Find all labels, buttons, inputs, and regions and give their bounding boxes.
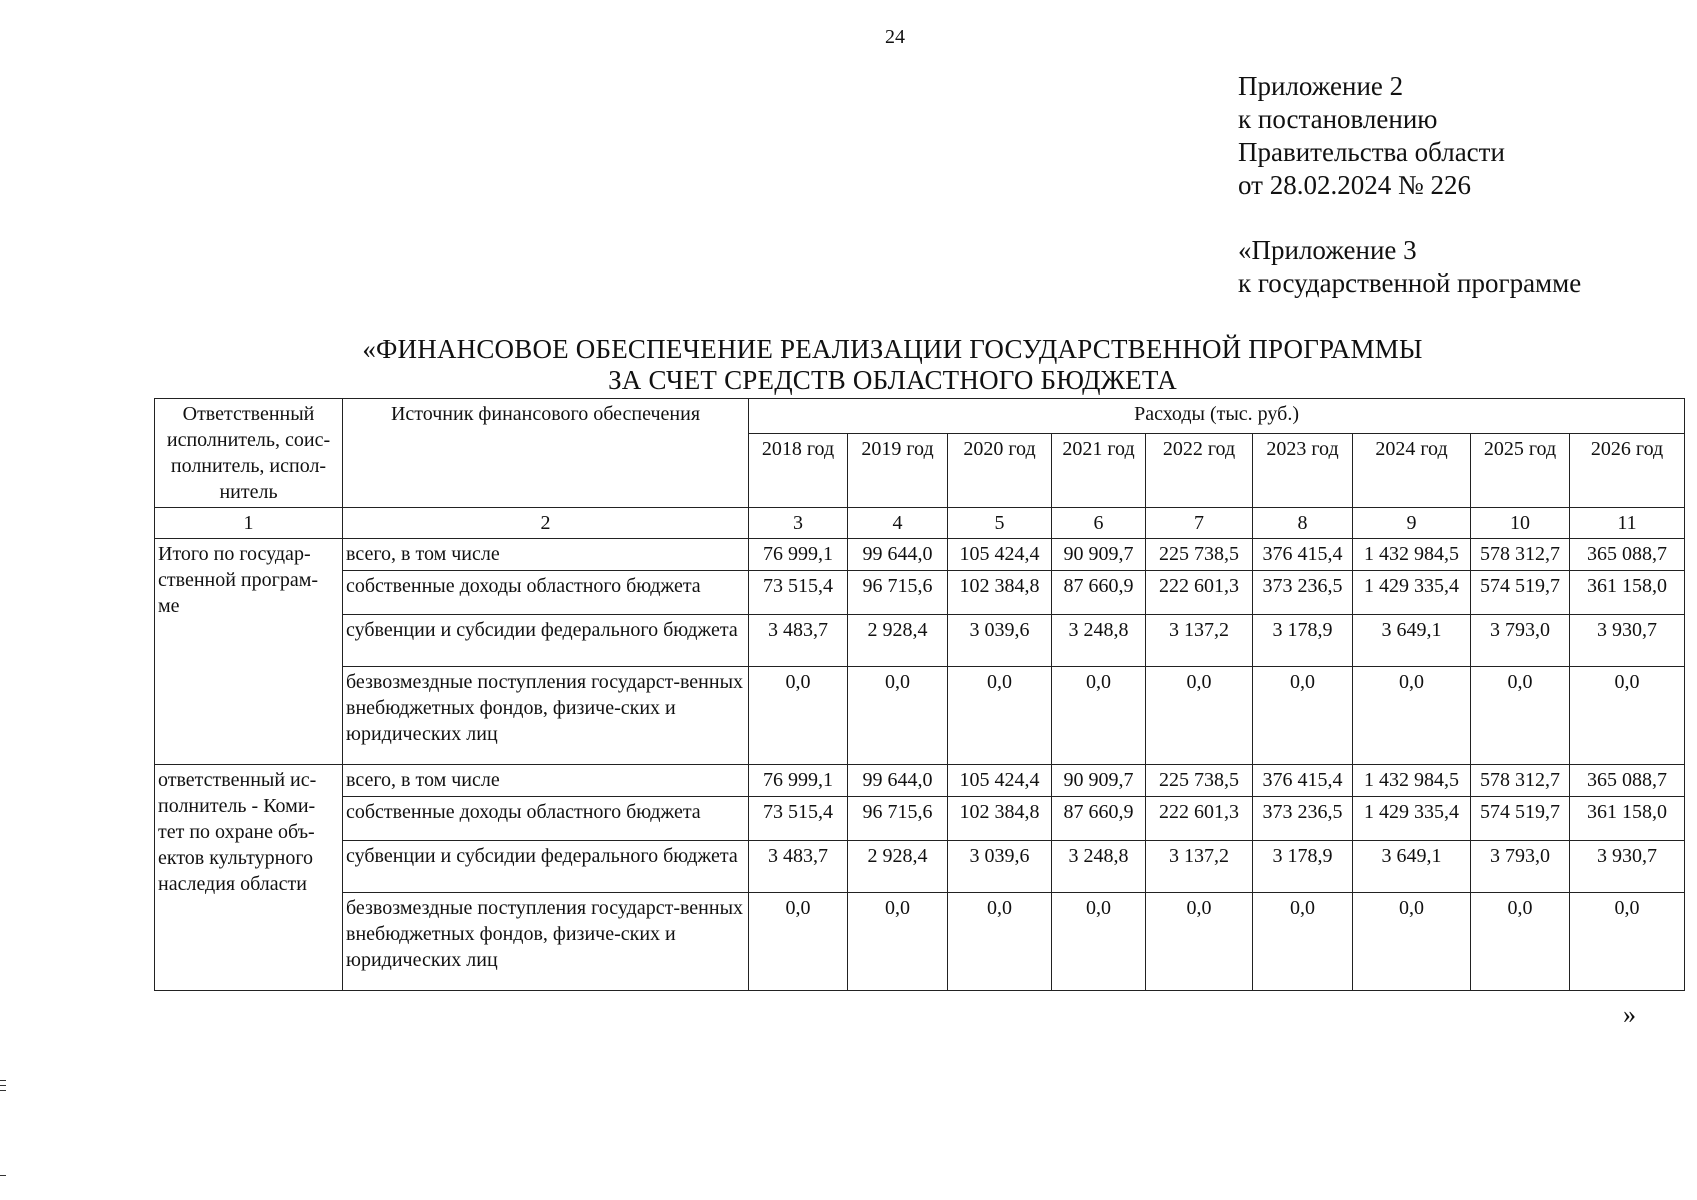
value-cell: 0,0 (1353, 893, 1471, 991)
attachment-line: Приложение 2 (1238, 71, 1404, 101)
value-cell: 3 793,0 (1471, 841, 1570, 893)
value-cell: 3 248,8 (1052, 841, 1146, 893)
value-cell: 3 483,7 (749, 841, 848, 893)
page-number: 24 (885, 26, 905, 48)
value-cell: 0,0 (1570, 893, 1685, 991)
header-expenses: Расходы (тыс. руб.) (749, 399, 1685, 434)
value-cell: 574 519,7 (1471, 571, 1570, 615)
value-cell: 1 429 335,4 (1353, 571, 1471, 615)
header-year: 2020 год (948, 433, 1052, 507)
value-cell: 0,0 (749, 667, 848, 765)
value-cell: 0,0 (1471, 667, 1570, 765)
value-cell: 3 649,1 (1353, 615, 1471, 667)
header-year: 2023 год (1253, 433, 1353, 507)
column-number: 1 (155, 508, 343, 539)
value-cell: 376 415,4 (1253, 539, 1353, 571)
table-row (155, 765, 1685, 797)
column-number: 9 (1353, 508, 1471, 539)
attachment-quote-line: к государственной программе (1238, 268, 1582, 298)
value-cell: 0,0 (948, 667, 1052, 765)
value-cell: 3 137,2 (1146, 841, 1253, 893)
value-cell: 3 039,6 (948, 841, 1052, 893)
value-cell: 1 429 335,4 (1353, 797, 1471, 841)
table-row (155, 667, 1685, 765)
table-row (155, 615, 1685, 667)
value-cell: 96 715,6 (848, 797, 948, 841)
value-cell: 3 178,9 (1253, 615, 1353, 667)
value-cell: 0,0 (948, 893, 1052, 991)
value-cell: 0,0 (1146, 667, 1253, 765)
value-cell: 2 928,4 (848, 615, 948, 667)
value-cell: 0,0 (749, 893, 848, 991)
value-cell: 365 088,7 (1570, 539, 1685, 571)
column-number: 11 (1570, 508, 1685, 539)
value-cell: 361 158,0 (1570, 571, 1685, 615)
value-cell: 73 515,4 (749, 571, 848, 615)
executor-cell: Итого по государ-ственной програм-ме (155, 539, 343, 765)
column-number: 8 (1253, 508, 1353, 539)
value-cell: 574 519,7 (1471, 797, 1570, 841)
header-source: Источник финансового обеспечения (343, 399, 749, 508)
header-year: 2026 год (1570, 433, 1685, 507)
title-line-2: ЗА СЧЕТ СРЕДСТВ ОБЛАСТНОГО БЮДЖЕТА (608, 365, 1177, 395)
attachment-block (1238, 70, 1505, 202)
executor-cell: ответственный ис-полнитель - Коми-тет по охране объ-ектов культурного наследия области (155, 765, 343, 991)
value-cell: 0,0 (1570, 667, 1685, 765)
header-year: 2025 год (1471, 433, 1570, 507)
source-cell: всего, в том числе (343, 765, 749, 797)
column-number: 7 (1146, 508, 1253, 539)
value-cell: 0,0 (848, 667, 948, 765)
header-year: 2018 год (749, 433, 848, 507)
header-year: 2019 год (848, 433, 948, 507)
column-number: 3 (749, 508, 848, 539)
table-row (155, 841, 1685, 893)
value-cell: 0,0 (1052, 667, 1146, 765)
attachment-line: к постановлению (1238, 104, 1438, 134)
value-cell: 76 999,1 (749, 765, 848, 797)
value-cell: 87 660,9 (1052, 797, 1146, 841)
header-executor: Ответственный исполнитель, соис-полнитель, испол-нитель (155, 399, 343, 508)
value-cell: 0,0 (848, 893, 948, 991)
margin-mark (0, 1080, 6, 1081)
value-cell: 3 137,2 (1146, 615, 1253, 667)
value-cell: 1 432 984,5 (1353, 539, 1471, 571)
value-cell: 225 738,5 (1146, 539, 1253, 571)
attachment-line: от 28.02.2024 № 226 (1238, 170, 1471, 200)
value-cell: 105 424,4 (948, 539, 1052, 571)
value-cell: 0,0 (1146, 893, 1253, 991)
value-cell: 0,0 (1052, 893, 1146, 991)
value-cell: 222 601,3 (1146, 797, 1253, 841)
margin-mark (0, 1085, 6, 1086)
value-cell: 361 158,0 (1570, 797, 1685, 841)
margin-mark (0, 1175, 6, 1176)
value-cell: 373 236,5 (1253, 797, 1353, 841)
column-number: 2 (343, 508, 749, 539)
value-cell: 3 483,7 (749, 615, 848, 667)
value-cell: 3 930,7 (1570, 841, 1685, 893)
column-number: 4 (848, 508, 948, 539)
source-cell: субвенции и субсидии федерального бюджета (343, 615, 749, 667)
value-cell: 73 515,4 (749, 797, 848, 841)
value-cell: 3 793,0 (1471, 615, 1570, 667)
value-cell: 90 909,7 (1052, 539, 1146, 571)
source-cell: собственные доходы областного бюджета (343, 571, 749, 615)
source-cell: субвенции и субсидии федерального бюджета (343, 841, 749, 893)
value-cell: 76 999,1 (749, 539, 848, 571)
value-cell: 578 312,7 (1471, 765, 1570, 797)
value-cell: 3 178,9 (1253, 841, 1353, 893)
value-cell: 222 601,3 (1146, 571, 1253, 615)
value-cell: 1 432 984,5 (1353, 765, 1471, 797)
value-cell: 102 384,8 (948, 571, 1052, 615)
value-cell: 3 248,8 (1052, 615, 1146, 667)
closing-quote-mark: » (1623, 1000, 1636, 1029)
source-cell: безвозмездные поступления государст-венных внебюджетных фондов, физиче-ских и юридических лиц (343, 893, 749, 991)
value-cell: 2 928,4 (848, 841, 948, 893)
column-number: 10 (1471, 508, 1570, 539)
title-line-1: «ФИНАНСОВОЕ ОБЕСПЕЧЕНИЕ РЕАЛИЗАЦИИ ГОСУДАРСТВЕННОЙ ПРОГРАММЫ (362, 334, 1423, 364)
value-cell: 96 715,6 (848, 571, 948, 615)
header-year: 2024 год (1353, 433, 1471, 507)
table-row (155, 893, 1685, 991)
value-cell: 99 644,0 (848, 765, 948, 797)
value-cell: 0,0 (1253, 667, 1353, 765)
value-cell: 90 909,7 (1052, 765, 1146, 797)
table-row (155, 571, 1685, 615)
column-number: 5 (948, 508, 1052, 539)
table-row (155, 539, 1685, 571)
value-cell: 3 039,6 (948, 615, 1052, 667)
value-cell: 105 424,4 (948, 765, 1052, 797)
source-cell: собственные доходы областного бюджета (343, 797, 749, 841)
value-cell: 102 384,8 (948, 797, 1052, 841)
attachment-quote-line: «Приложение 3 (1238, 235, 1417, 265)
attachment-quote-block (1238, 234, 1581, 300)
document-title (150, 334, 1635, 396)
value-cell: 0,0 (1253, 893, 1353, 991)
table-row (155, 797, 1685, 841)
value-cell: 87 660,9 (1052, 571, 1146, 615)
value-cell: 0,0 (1471, 893, 1570, 991)
value-cell: 578 312,7 (1471, 539, 1570, 571)
value-cell: 376 415,4 (1253, 765, 1353, 797)
value-cell: 3 649,1 (1353, 841, 1471, 893)
header-year: 2022 год (1146, 433, 1253, 507)
attachment-line: Правительства области (1238, 137, 1505, 167)
value-cell: 0,0 (1353, 667, 1471, 765)
source-cell: всего, в том числе (343, 539, 749, 571)
source-cell: безвозмездные поступления государст-венных внебюджетных фондов, физиче-ских и юридических лиц (343, 667, 749, 765)
value-cell: 373 236,5 (1253, 571, 1353, 615)
header-year: 2021 год (1052, 433, 1146, 507)
value-cell: 99 644,0 (848, 539, 948, 571)
value-cell: 365 088,7 (1570, 765, 1685, 797)
value-cell: 3 930,7 (1570, 615, 1685, 667)
finance-table (154, 398, 1685, 991)
column-number: 6 (1052, 508, 1146, 539)
margin-mark (0, 1090, 6, 1091)
value-cell: 225 738,5 (1146, 765, 1253, 797)
